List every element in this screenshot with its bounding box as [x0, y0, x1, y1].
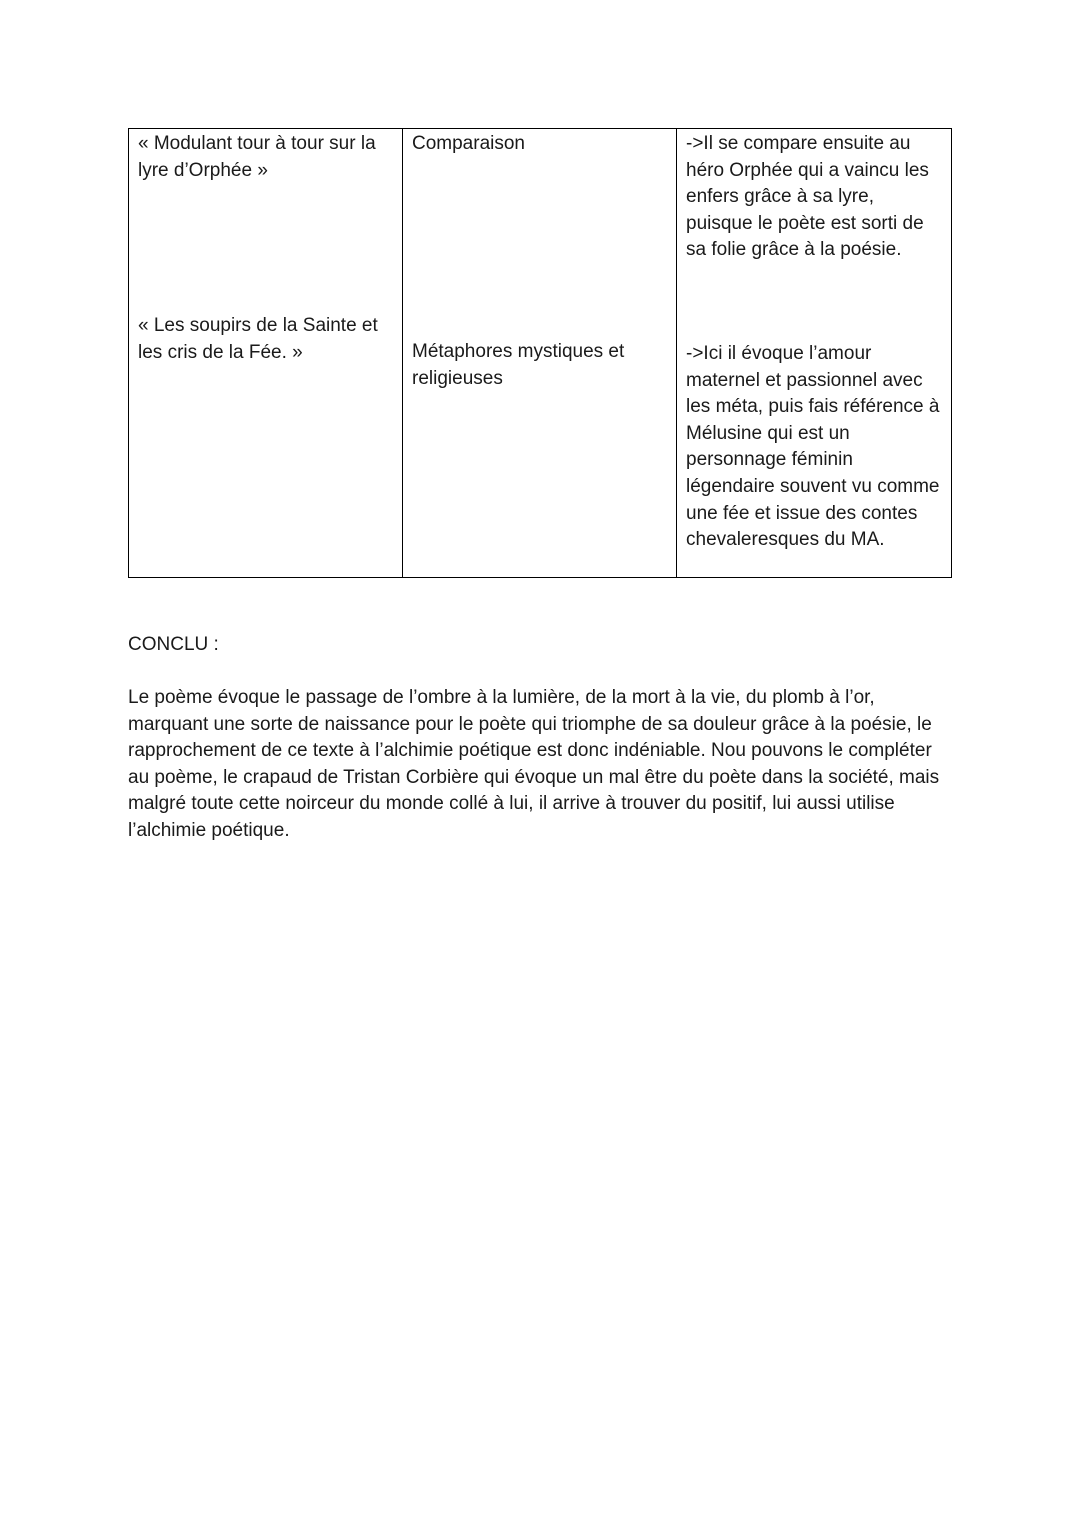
analysis-column	[677, 129, 952, 578]
quote-orphee: « Modulant tour à tour sur la lyre d’Orphée »	[138, 133, 376, 181]
quote-sainte-fee: « Les soupirs de la Sainte et les cris de la Fée. »	[138, 315, 378, 363]
analysis-table	[128, 128, 952, 578]
quote-column	[129, 129, 403, 578]
conclusion-heading: CONCLU :	[128, 634, 219, 655]
table-row	[129, 129, 952, 578]
conclusion-paragraph: Le poème évoque le passage de l’ombre à la lumière, de la mort à la vie, du plomb à l’or, marquant une sorte de naissance pour le poète qui triomphe de sa douleur grâce à la poésie, le rapprochement de ce texte à l’alchimie poétique est donc indéniable. Nou pouvons le compléter au poème, le crapaud de Tristan Corbière qui évoque un mal être du poète dans la société, mais malgré toute cette noirceur du monde collé à lui, il arrive à trouver du positif, lui aussi utilise l’alchimie poétique.	[128, 687, 940, 841]
analysis-orphee: ->Il se compare ensuite au héro Orphée qui a vaincu les enfers grâce à sa lyre, puisque le poète est sorti de sa folie grâce à la poésie.	[686, 133, 929, 261]
figure-metaphores: Métaphores mystiques et religieuses	[412, 341, 625, 389]
analysis-sainte-fee: ->Ici il évoque l’amour maternel et passionnel avec les méta, puis fais référence à Mélusine qui est un personnage féminin légendaire souvent vu comme une fée et issue des contes chevaleresques du MA.	[686, 343, 940, 551]
figure-column	[403, 129, 677, 578]
figure-comparaison: Comparaison	[412, 133, 525, 154]
